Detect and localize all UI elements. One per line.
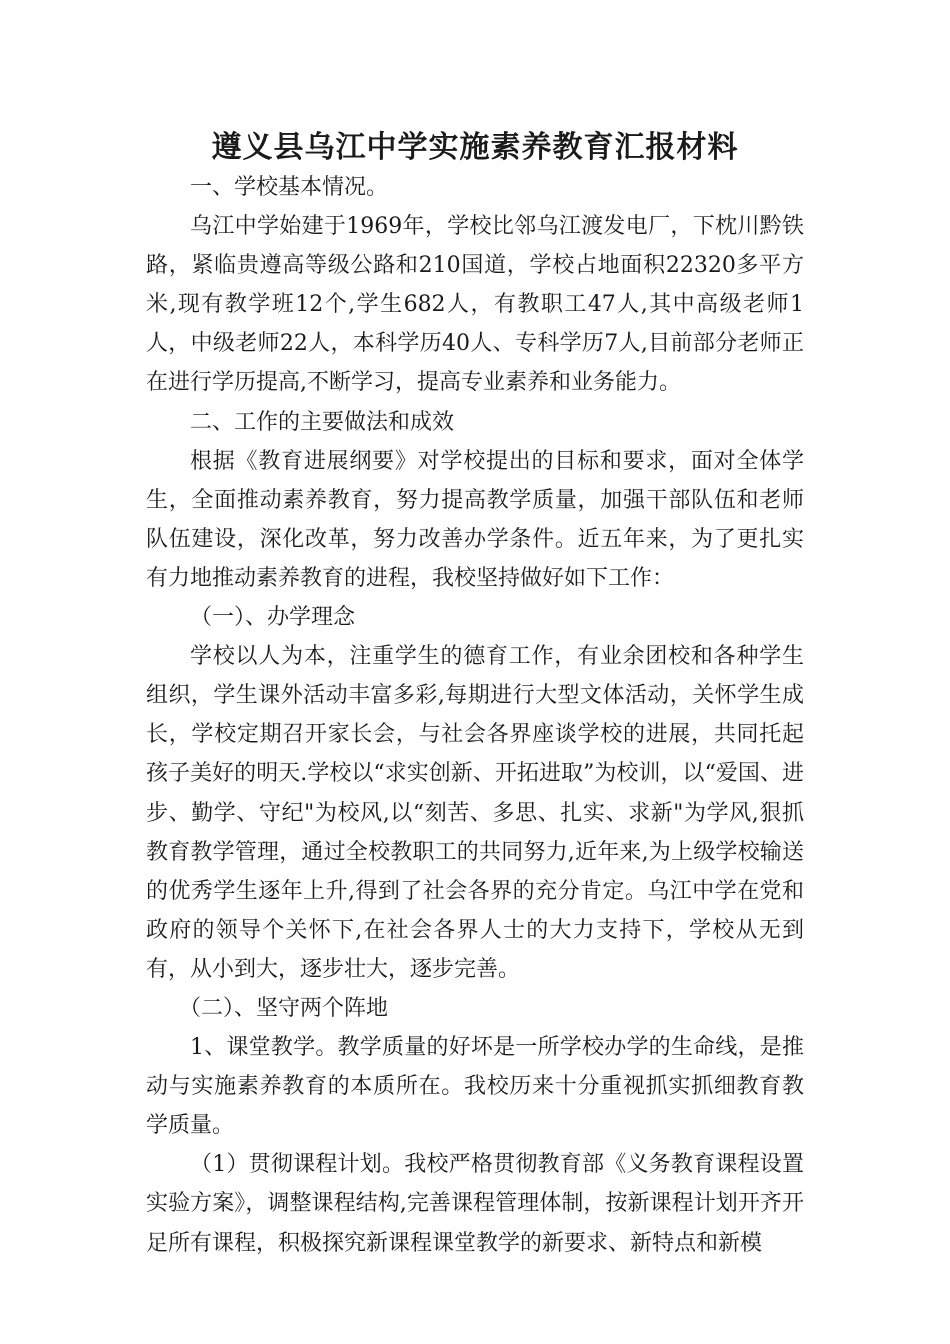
document-body bbox=[146, 168, 804, 1263]
paragraph-school-philosophy: 学校以人为本，注重学生的德育工作，有业余团校和各种学生组织，学生课外活动丰富多彩,每期进行大型文体活动，关怀学生成长，学校定期召开家长会，与社会各界座谈学校的进展，共同托起孩子美好的明天.学校以“求实创新、开拓进取”为校训，以“爱国、进步、勤学、守纪"为校风,以“刻苦、多思、扎实、求新"为学风,狠抓教育教学管理，通过全校教职工的共同努力,近年来,为上级学校输送的优秀学生逐年上升,得到了社会各界的充分肯定。乌江中学在党和政府的领导个关怀下,在社会各界人士的大力支持下，学校从无到有，从小到大，逐步壮大，逐步完善。 bbox=[146, 644, 804, 982]
paragraph-curriculum-plan: （1）贯彻课程计划。我校严格贯彻教育部《义务教育课程设置实验方案》，调整课程结构,完善课程管理体制，按新课程计划开齐开足所有课程，积极探究新课程课堂教学的新要求、新特点和新模 bbox=[146, 1152, 804, 1256]
paragraph-classroom-teaching: 1、课堂教学。教学质量的好坏是一所学校办学的生命线，是推动与实施素养教育的本质所在。我校历来十分重视抓实抓细教育教学质量。 bbox=[146, 1035, 804, 1139]
section-heading-main-practices: 二、工作的主要做法和成效 bbox=[190, 409, 455, 435]
paragraph-main-practices: 根据《教育进展纲要》对学校提出的目标和要求，面对全体学生，全面推动素养教育，努力提高教学质量，加强干部队伍和老师队伍建设，深化改革，努力改善办学条件。近五年来，为了更扎实有力地推动素养教育的进程，我校坚持做好如下工作： bbox=[146, 448, 804, 591]
document-title: 遵义县乌江中学实施素养教育汇报材料 bbox=[211, 130, 739, 165]
subheading-school-philosophy: （一）、办学理念 bbox=[190, 605, 356, 631]
paragraph-basic-info: 乌江中学始建于1969年，学校比邻乌江渡发电厂，下枕川黔铁路，紧临贵遵高等级公路和210国道，学校占地面积22320多平方米,现有教学班12个,学生682人，有教职工47人,其中高级老师1人，中级老师22人，本科学历40人、专科学历7人,目前部分老师正在进行学历提高,不断学习，提高专业素养和业务能力。 bbox=[146, 214, 804, 396]
section-heading-basic-info: 一、学校基本情况。 bbox=[190, 175, 389, 200]
subheading-two-positions: （二）、坚守两个阵地 bbox=[179, 995, 389, 1021]
